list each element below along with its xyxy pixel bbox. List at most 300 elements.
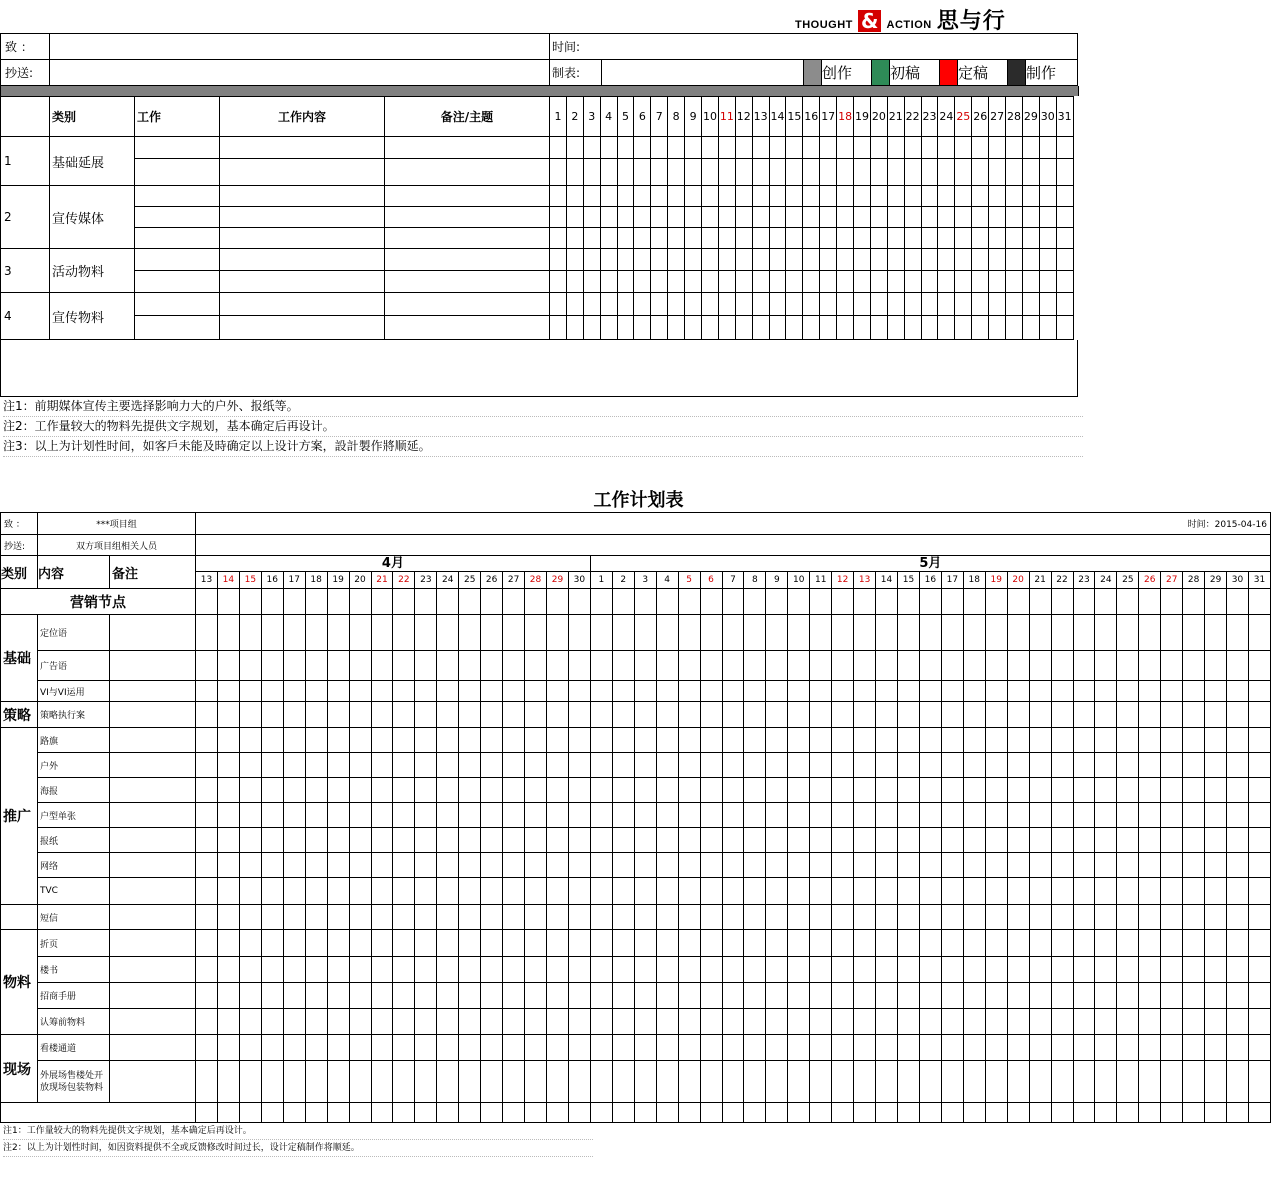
day-cell[interactable]	[1029, 778, 1051, 803]
day-cell[interactable]	[854, 1103, 876, 1123]
day-cell[interactable]	[955, 228, 972, 249]
day-cell[interactable]	[854, 316, 871, 340]
day-cell[interactable]	[766, 1061, 788, 1103]
day-cell[interactable]	[1073, 878, 1095, 905]
day-cell[interactable]	[985, 957, 1007, 983]
day-cell[interactable]	[617, 293, 634, 316]
day-cell[interactable]	[876, 853, 898, 878]
day-cell[interactable]	[919, 702, 941, 728]
day-cell[interactable]	[832, 1035, 854, 1061]
day-cell[interactable]	[700, 1009, 722, 1035]
day-cell[interactable]	[786, 228, 803, 249]
day-cell[interactable]	[239, 702, 261, 728]
day-cell[interactable]	[590, 1009, 612, 1035]
day-cell[interactable]	[820, 137, 837, 159]
day-cell[interactable]	[963, 778, 985, 803]
day-cell[interactable]	[349, 905, 371, 930]
day-cell[interactable]	[919, 728, 941, 753]
day-cell[interactable]	[919, 681, 941, 702]
day-cell[interactable]	[1139, 930, 1161, 957]
day-cell[interactable]	[898, 753, 920, 778]
day-cell[interactable]	[955, 293, 972, 316]
day-cell[interactable]	[656, 957, 678, 983]
day-cell[interactable]	[651, 293, 668, 316]
day-cell[interactable]	[566, 159, 583, 186]
plan-cell[interactable]	[135, 137, 220, 159]
day-cell[interactable]	[437, 803, 459, 828]
day-cell[interactable]	[525, 753, 547, 778]
day-cell[interactable]	[904, 316, 921, 340]
day-cell[interactable]	[415, 589, 437, 615]
day-cell[interactable]	[1117, 1103, 1139, 1123]
day-cell[interactable]	[832, 930, 854, 957]
day-cell[interactable]	[722, 615, 744, 651]
day-cell[interactable]	[810, 983, 832, 1009]
plan-cell[interactable]	[135, 249, 220, 271]
day-cell[interactable]	[305, 957, 327, 983]
day-cell[interactable]	[1039, 207, 1056, 228]
day-cell[interactable]	[744, 878, 766, 905]
day-cell[interactable]	[985, 753, 1007, 778]
day-cell[interactable]	[547, 1035, 569, 1061]
day-cell[interactable]	[393, 651, 415, 681]
day-cell[interactable]	[349, 589, 371, 615]
day-cell[interactable]	[678, 878, 700, 905]
item-note[interactable]	[110, 803, 196, 828]
day-cell[interactable]	[481, 957, 503, 983]
day-cell[interactable]	[938, 186, 955, 207]
day-cell[interactable]	[634, 853, 656, 878]
day-cell[interactable]	[1227, 589, 1249, 615]
day-cell[interactable]	[393, 1103, 415, 1123]
day-cell[interactable]	[668, 207, 685, 228]
day-cell[interactable]	[810, 1103, 832, 1123]
day-cell[interactable]	[327, 589, 349, 615]
day-cell[interactable]	[415, 753, 437, 778]
day-cell[interactable]	[481, 753, 503, 778]
day-cell[interactable]	[415, 728, 437, 753]
day-cell[interactable]	[788, 615, 810, 651]
day-cell[interactable]	[870, 186, 887, 207]
plan-cell[interactable]	[135, 186, 220, 207]
day-cell[interactable]	[568, 728, 590, 753]
day-cell[interactable]	[1139, 905, 1161, 930]
day-cell[interactable]	[1139, 1009, 1161, 1035]
day-cell[interactable]	[788, 983, 810, 1009]
day-cell[interactable]	[989, 137, 1006, 159]
day-cell[interactable]	[1227, 803, 1249, 828]
day-cell[interactable]	[459, 589, 481, 615]
day-cell[interactable]	[283, 1061, 305, 1103]
day-cell[interactable]	[371, 930, 393, 957]
day-cell[interactable]	[955, 186, 972, 207]
day-cell[interactable]	[919, 828, 941, 853]
day-cell[interactable]	[820, 271, 837, 293]
day-cell[interactable]	[590, 905, 612, 930]
day-cell[interactable]	[1139, 778, 1161, 803]
day-cell[interactable]	[1139, 853, 1161, 878]
plan-cell[interactable]	[135, 228, 220, 249]
day-cell[interactable]	[1227, 828, 1249, 853]
day-cell[interactable]	[744, 930, 766, 957]
day-cell[interactable]	[283, 1103, 305, 1123]
day-cell[interactable]	[1183, 1035, 1205, 1061]
day-cell[interactable]	[744, 1035, 766, 1061]
day-cell[interactable]	[283, 853, 305, 878]
day-cell[interactable]	[393, 905, 415, 930]
day-cell[interactable]	[700, 1103, 722, 1123]
day-cell[interactable]	[1227, 702, 1249, 728]
day-cell[interactable]	[722, 905, 744, 930]
day-cell[interactable]	[1249, 778, 1271, 803]
day-cell[interactable]	[1029, 878, 1051, 905]
day-cell[interactable]	[854, 615, 876, 651]
day-cell[interactable]	[1022, 249, 1039, 271]
day-cell[interactable]	[938, 249, 955, 271]
day-cell[interactable]	[349, 651, 371, 681]
day-cell[interactable]	[283, 681, 305, 702]
day-cell[interactable]	[1183, 1061, 1205, 1103]
day-cell[interactable]	[985, 1009, 1007, 1035]
day-cell[interactable]	[963, 1103, 985, 1123]
day-cell[interactable]	[1117, 753, 1139, 778]
day-cell[interactable]	[837, 271, 854, 293]
day-cell[interactable]	[349, 878, 371, 905]
day-cell[interactable]	[803, 293, 820, 316]
day-cell[interactable]	[786, 271, 803, 293]
day-cell[interactable]	[437, 589, 459, 615]
day-cell[interactable]	[1139, 983, 1161, 1009]
day-cell[interactable]	[786, 137, 803, 159]
day-cell[interactable]	[985, 702, 1007, 728]
day-cell[interactable]	[972, 137, 989, 159]
day-cell[interactable]	[617, 159, 634, 186]
day-cell[interactable]	[1205, 1103, 1227, 1123]
day-cell[interactable]	[837, 228, 854, 249]
day-cell[interactable]	[1205, 1061, 1227, 1103]
day-cell[interactable]	[1056, 271, 1073, 293]
day-cell[interactable]	[1227, 728, 1249, 753]
day-cell[interactable]	[1161, 702, 1183, 728]
day-cell[interactable]	[1139, 1035, 1161, 1061]
day-cell[interactable]	[938, 207, 955, 228]
day-cell[interactable]	[938, 159, 955, 186]
day-cell[interactable]	[634, 878, 656, 905]
day-cell[interactable]	[941, 753, 963, 778]
day-cell[interactable]	[854, 778, 876, 803]
day-cell[interactable]	[744, 1103, 766, 1123]
day-cell[interactable]	[1073, 778, 1095, 803]
day-cell[interactable]	[634, 207, 651, 228]
cc-value-2[interactable]: 双方项目组相关人员	[38, 535, 196, 556]
day-cell[interactable]	[196, 1035, 218, 1061]
day-cell[interactable]	[1161, 983, 1183, 1009]
day-cell[interactable]	[261, 681, 283, 702]
day-cell[interactable]	[656, 1103, 678, 1123]
day-cell[interactable]	[415, 878, 437, 905]
day-cell[interactable]	[788, 930, 810, 957]
day-cell[interactable]	[718, 159, 735, 186]
day-cell[interactable]	[305, 930, 327, 957]
day-cell[interactable]	[327, 753, 349, 778]
day-cell[interactable]	[788, 1009, 810, 1035]
day-cell[interactable]	[525, 702, 547, 728]
day-cell[interactable]	[481, 853, 503, 878]
day-cell[interactable]	[919, 957, 941, 983]
day-cell[interactable]	[261, 753, 283, 778]
item-note[interactable]	[110, 878, 196, 905]
day-cell[interactable]	[634, 316, 651, 340]
day-cell[interactable]	[832, 957, 854, 983]
day-cell[interactable]	[668, 228, 685, 249]
day-cell[interactable]	[371, 681, 393, 702]
day-cell[interactable]	[1039, 228, 1056, 249]
to-field[interactable]	[50, 34, 550, 60]
day-cell[interactable]	[1022, 228, 1039, 249]
day-cell[interactable]	[1051, 651, 1073, 681]
day-cell[interactable]	[349, 681, 371, 702]
day-cell[interactable]	[985, 778, 1007, 803]
day-cell[interactable]	[985, 615, 1007, 651]
day-cell[interactable]	[685, 316, 702, 340]
day-cell[interactable]	[766, 878, 788, 905]
day-cell[interactable]	[1227, 681, 1249, 702]
day-cell[interactable]	[612, 702, 634, 728]
day-cell[interactable]	[305, 1035, 327, 1061]
day-cell[interactable]	[1161, 615, 1183, 651]
day-cell[interactable]	[722, 853, 744, 878]
day-cell[interactable]	[898, 1061, 920, 1103]
day-cell[interactable]	[887, 228, 904, 249]
day-cell[interactable]	[1205, 728, 1227, 753]
day-cell[interactable]	[678, 930, 700, 957]
day-cell[interactable]	[590, 681, 612, 702]
item-note[interactable]	[110, 983, 196, 1009]
day-cell[interactable]	[305, 983, 327, 1009]
day-cell[interactable]	[305, 753, 327, 778]
day-cell[interactable]	[590, 828, 612, 853]
day-cell[interactable]	[393, 728, 415, 753]
day-cell[interactable]	[786, 293, 803, 316]
day-cell[interactable]	[217, 702, 239, 728]
day-cell[interactable]	[1249, 1061, 1271, 1103]
day-cell[interactable]	[550, 159, 567, 186]
day-cell[interactable]	[634, 681, 656, 702]
day-cell[interactable]	[854, 828, 876, 853]
day-cell[interactable]	[1073, 853, 1095, 878]
day-cell[interactable]	[941, 983, 963, 1009]
day-cell[interactable]	[744, 957, 766, 983]
day-cell[interactable]	[938, 228, 955, 249]
day-cell[interactable]	[371, 615, 393, 651]
day-cell[interactable]	[1117, 728, 1139, 753]
day-cell[interactable]	[525, 983, 547, 1009]
day-cell[interactable]	[700, 589, 722, 615]
day-cell[interactable]	[854, 905, 876, 930]
day-cell[interactable]	[481, 1009, 503, 1035]
day-cell[interactable]	[612, 589, 634, 615]
day-cell[interactable]	[568, 615, 590, 651]
day-cell[interactable]	[349, 1009, 371, 1035]
day-cell[interactable]	[766, 778, 788, 803]
day-cell[interactable]	[634, 778, 656, 803]
day-cell[interactable]	[1139, 828, 1161, 853]
plan-cell[interactable]	[220, 316, 385, 340]
day-cell[interactable]	[904, 207, 921, 228]
day-cell[interactable]	[656, 803, 678, 828]
day-cell[interactable]	[590, 983, 612, 1009]
day-cell[interactable]	[1095, 589, 1117, 615]
day-cell[interactable]	[963, 615, 985, 651]
day-cell[interactable]	[837, 137, 854, 159]
day-cell[interactable]	[1205, 957, 1227, 983]
day-cell[interactable]	[1056, 316, 1073, 340]
day-cell[interactable]	[590, 778, 612, 803]
day-cell[interactable]	[349, 853, 371, 878]
day-cell[interactable]	[876, 1103, 898, 1123]
day-cell[interactable]	[1249, 702, 1271, 728]
day-cell[interactable]	[1095, 778, 1117, 803]
day-cell[interactable]	[283, 803, 305, 828]
day-cell[interactable]	[437, 983, 459, 1009]
day-cell[interactable]	[481, 702, 503, 728]
day-cell[interactable]	[941, 651, 963, 681]
day-cell[interactable]	[904, 293, 921, 316]
day-cell[interactable]	[550, 228, 567, 249]
day-cell[interactable]	[1095, 1035, 1117, 1061]
day-cell[interactable]	[963, 753, 985, 778]
day-cell[interactable]	[810, 853, 832, 878]
day-cell[interactable]	[685, 249, 702, 271]
day-cell[interactable]	[786, 207, 803, 228]
day-cell[interactable]	[1051, 728, 1073, 753]
day-cell[interactable]	[196, 589, 218, 615]
day-cell[interactable]	[803, 137, 820, 159]
day-cell[interactable]	[437, 778, 459, 803]
day-cell[interactable]	[283, 1035, 305, 1061]
day-cell[interactable]	[1161, 853, 1183, 878]
day-cell[interactable]	[503, 1103, 525, 1123]
day-cell[interactable]	[590, 1103, 612, 1123]
day-cell[interactable]	[525, 1103, 547, 1123]
day-cell[interactable]	[481, 828, 503, 853]
day-cell[interactable]	[415, 957, 437, 983]
day-cell[interactable]	[503, 1061, 525, 1103]
day-cell[interactable]	[744, 651, 766, 681]
day-cell[interactable]	[617, 249, 634, 271]
day-cell[interactable]	[722, 589, 744, 615]
day-cell[interactable]	[600, 271, 617, 293]
day-cell[interactable]	[437, 930, 459, 957]
day-cell[interactable]	[1007, 651, 1029, 681]
day-cell[interactable]	[568, 589, 590, 615]
day-cell[interactable]	[261, 615, 283, 651]
day-cell[interactable]	[1161, 651, 1183, 681]
day-cell[interactable]	[989, 316, 1006, 340]
day-cell[interactable]	[196, 778, 218, 803]
day-cell[interactable]	[769, 159, 786, 186]
day-cell[interactable]	[481, 728, 503, 753]
day-cell[interactable]	[612, 930, 634, 957]
day-cell[interactable]	[678, 1103, 700, 1123]
day-cell[interactable]	[941, 1035, 963, 1061]
day-cell[interactable]	[989, 293, 1006, 316]
day-cell[interactable]	[1139, 803, 1161, 828]
day-cell[interactable]	[1007, 1009, 1029, 1035]
day-cell[interactable]	[832, 803, 854, 828]
day-cell[interactable]	[941, 957, 963, 983]
day-cell[interactable]	[503, 1009, 525, 1035]
day-cell[interactable]	[1056, 249, 1073, 271]
day-cell[interactable]	[525, 878, 547, 905]
day-cell[interactable]	[854, 1061, 876, 1103]
day-cell[interactable]	[744, 853, 766, 878]
day-cell[interactable]	[349, 828, 371, 853]
day-cell[interactable]	[371, 1035, 393, 1061]
day-cell[interactable]	[722, 828, 744, 853]
day-cell[interactable]	[525, 905, 547, 930]
day-cell[interactable]	[525, 957, 547, 983]
day-cell[interactable]	[700, 983, 722, 1009]
day-cell[interactable]	[503, 615, 525, 651]
day-cell[interactable]	[568, 651, 590, 681]
day-cell[interactable]	[503, 681, 525, 702]
day-cell[interactable]	[921, 207, 938, 228]
day-cell[interactable]	[547, 803, 569, 828]
day-cell[interactable]	[752, 249, 769, 271]
day-cell[interactable]	[261, 828, 283, 853]
day-cell[interactable]	[870, 271, 887, 293]
day-cell[interactable]	[963, 853, 985, 878]
day-cell[interactable]	[590, 930, 612, 957]
day-cell[interactable]	[547, 930, 569, 957]
plan-cell[interactable]	[385, 228, 550, 249]
day-cell[interactable]	[985, 728, 1007, 753]
day-cell[interactable]	[985, 803, 1007, 828]
day-cell[interactable]	[832, 589, 854, 615]
plan-cell[interactable]	[135, 293, 220, 316]
day-cell[interactable]	[766, 853, 788, 878]
day-cell[interactable]	[525, 1061, 547, 1103]
day-cell[interactable]	[870, 159, 887, 186]
day-cell[interactable]	[1183, 728, 1205, 753]
day-cell[interactable]	[283, 878, 305, 905]
day-cell[interactable]	[1007, 702, 1029, 728]
day-cell[interactable]	[744, 1061, 766, 1103]
day-cell[interactable]	[550, 293, 567, 316]
day-cell[interactable]	[550, 249, 567, 271]
day-cell[interactable]	[820, 249, 837, 271]
day-cell[interactable]	[547, 1061, 569, 1103]
day-cell[interactable]	[371, 1009, 393, 1035]
day-cell[interactable]	[1007, 589, 1029, 615]
day-cell[interactable]	[955, 271, 972, 293]
day-cell[interactable]	[941, 702, 963, 728]
day-cell[interactable]	[722, 753, 744, 778]
day-cell[interactable]	[832, 1061, 854, 1103]
day-cell[interactable]	[1051, 589, 1073, 615]
day-cell[interactable]	[525, 728, 547, 753]
day-cell[interactable]	[239, 589, 261, 615]
day-cell[interactable]	[1249, 615, 1271, 651]
day-cell[interactable]	[718, 186, 735, 207]
day-cell[interactable]	[327, 728, 349, 753]
day-cell[interactable]	[963, 930, 985, 957]
day-cell[interactable]	[566, 271, 583, 293]
day-cell[interactable]	[261, 930, 283, 957]
day-cell[interactable]	[415, 853, 437, 878]
day-cell[interactable]	[327, 702, 349, 728]
